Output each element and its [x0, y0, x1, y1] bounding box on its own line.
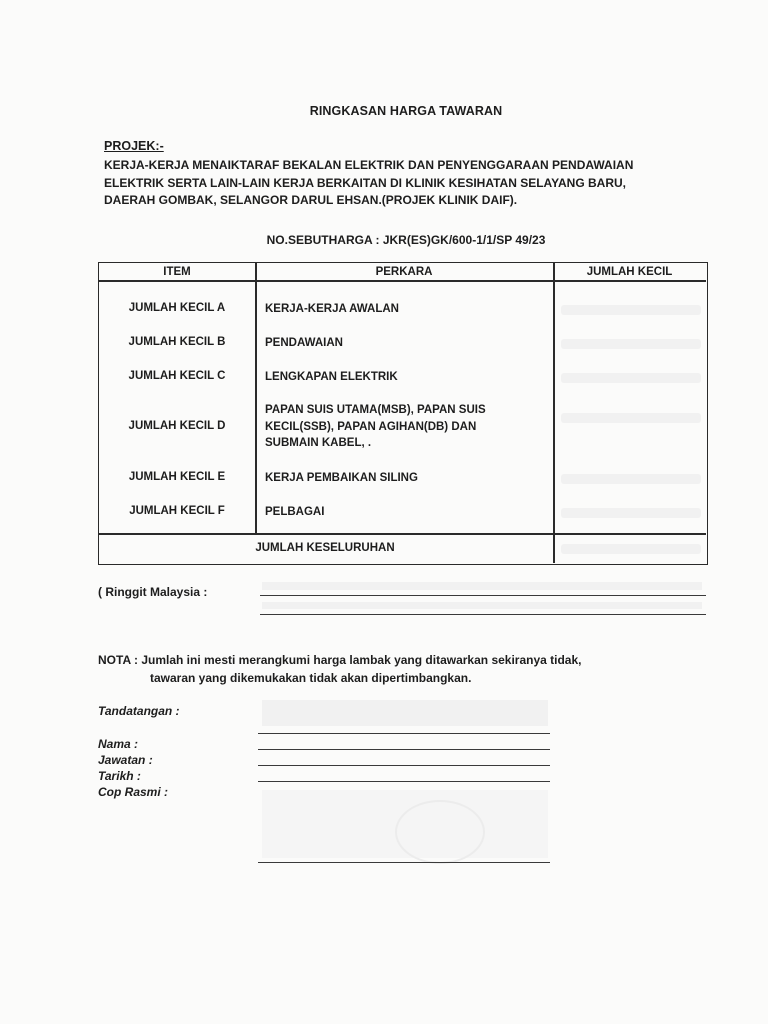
perkara-line: LENGKAPAN ELEKTRIK — [265, 371, 398, 383]
tarikh-label: Tarikh : — [98, 769, 141, 783]
row-item: JUMLAH KECIL B — [128, 336, 226, 348]
perkara-line: KERJA-KERJA AWALAN — [265, 303, 399, 315]
redacted-amount — [561, 508, 701, 518]
row-item: JUMLAH KECIL D — [128, 420, 226, 432]
perkara-line: PELBAGAI — [265, 506, 325, 518]
signature-line — [260, 614, 706, 615]
row-perkara — [265, 301, 545, 318]
row-item: JUMLAH KECIL F — [129, 505, 225, 517]
row-item: JUMLAH KECIL C — [128, 370, 226, 382]
nama-line — [258, 749, 550, 750]
cop-rasmi-line — [258, 862, 550, 863]
projek-line: DAERAH GOMBAK, SELANGOR DARUL EHSAN.(PROJEK KLINIK DAIF). — [104, 193, 518, 207]
table-divider — [99, 280, 706, 282]
projek-description — [104, 157, 694, 210]
nota-line: NOTA : Jumlah ini mesti merangkumi harga lambak yang ditawarkan sekiranya tidak, — [98, 653, 582, 667]
ringgit-label: ( Ringgit Malaysia : — [98, 585, 208, 599]
document-title: RINGKASAN HARGA TAWARAN — [309, 104, 503, 118]
tandatangan-label: Tandatangan : — [98, 704, 180, 718]
cop-rasmi-label: Cop Rasmi : — [98, 785, 169, 799]
perkara-line: PENDAWAIAN — [265, 337, 343, 349]
header-perkara: PERKARA — [375, 266, 433, 278]
table-divider — [553, 263, 555, 563]
redacted-amount-words — [262, 582, 702, 590]
perkara-line: KERJA PEMBAIKAN SILING — [265, 472, 418, 484]
jawatan-label: Jawatan : — [98, 753, 153, 767]
projek-line: KERJA-KERJA MENAIKTARAF BEKALAN ELEKTRIK DAN PENYENGGARAAN PENDAWAIAN — [104, 158, 634, 172]
redacted-amount — [561, 305, 701, 315]
row-perkara — [265, 369, 545, 386]
nota-line: tawaran yang dikemukakan tidak akan dipertimbangkan. — [150, 671, 472, 685]
row-item: JUMLAH KECIL A — [128, 302, 226, 314]
nama-label: Nama : — [98, 737, 139, 751]
redacted-amount — [561, 339, 701, 349]
perkara-line: SUBMAIN KABEL, . — [265, 437, 372, 449]
redacted-amount — [561, 413, 701, 423]
tarikh-line — [258, 781, 550, 782]
total-label: JUMLAH KESELURUHAN — [255, 542, 395, 554]
redacted-amount — [561, 474, 701, 484]
row-perkara — [265, 504, 545, 521]
summary-table — [98, 262, 708, 565]
row-item: JUMLAH KECIL E — [128, 471, 226, 483]
projek-label: PROJEK:- — [104, 139, 164, 153]
perkara-line: KECIL(SSB), PAPAN AGIHAN(DB) DAN — [265, 420, 477, 433]
row-perkara — [265, 470, 545, 487]
projek-line: ELEKTRIK SERTA LAIN-LAIN KERJA BERKAITAN DI KLINIK KESIHATAN SELAYANG BARU, — [104, 175, 627, 190]
header-jumlah-kecil: JUMLAH KECIL — [586, 266, 673, 278]
official-stamp — [395, 800, 485, 864]
row-perkara — [265, 402, 545, 452]
header-item: ITEM — [163, 266, 191, 278]
signature-line — [260, 595, 706, 596]
jawatan-line — [258, 765, 550, 766]
signature-line — [258, 733, 550, 734]
perkara-line: PAPAN SUIS UTAMA(MSB), PAPAN SUIS — [265, 404, 486, 416]
redacted-amount-words — [262, 602, 702, 609]
redacted-signature — [262, 700, 548, 726]
reference-number: NO.SEBUTHARGA : JKR(ES)GK/600-1/1/SP 49/23 — [266, 233, 546, 247]
row-perkara — [265, 335, 545, 352]
redacted-amount — [561, 373, 701, 383]
table-divider — [99, 533, 706, 535]
redacted-total — [561, 544, 701, 554]
nota-text — [98, 651, 658, 687]
table-divider — [255, 263, 257, 533]
